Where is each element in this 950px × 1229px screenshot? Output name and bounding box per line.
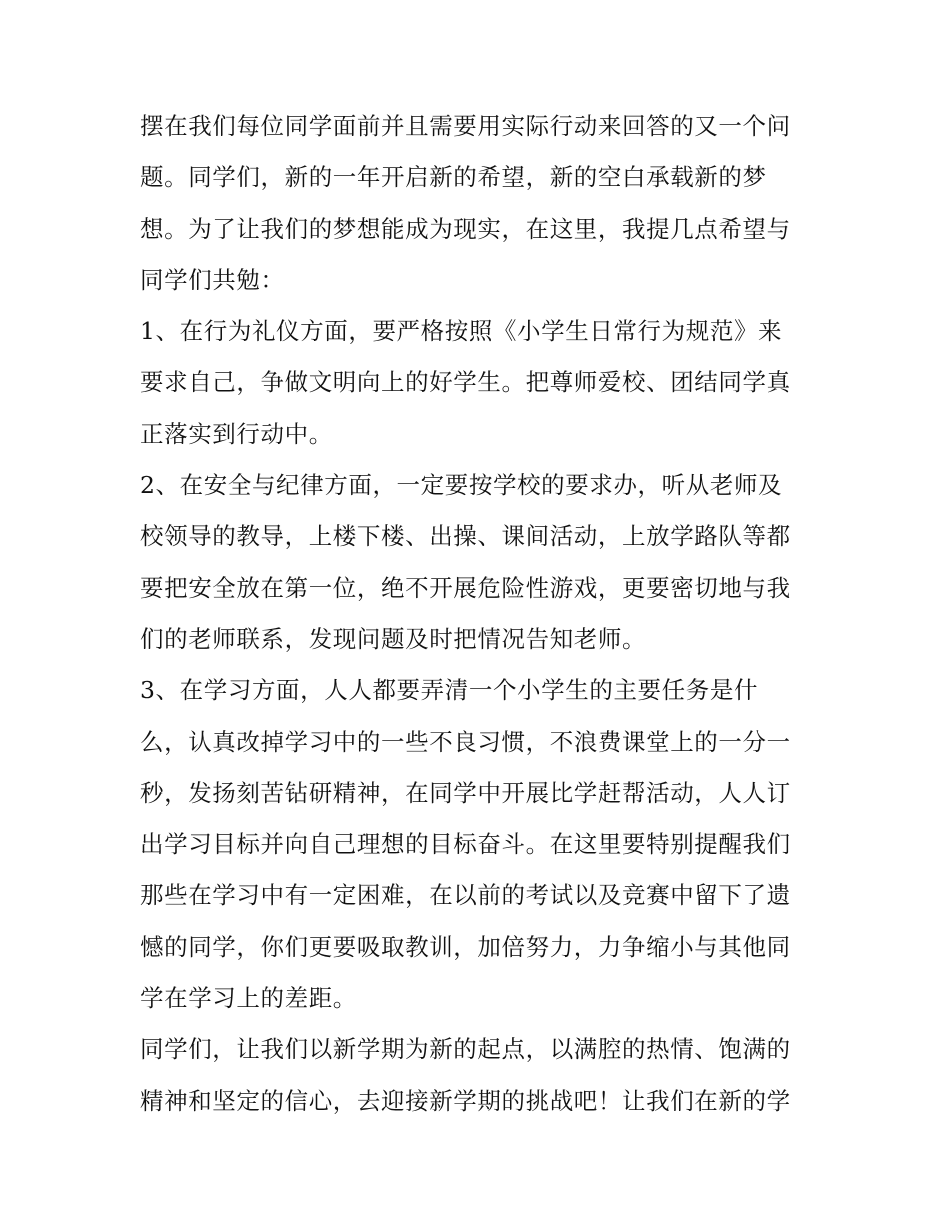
- text-line: 秒，发扬刻苦钻研精神，在同学中开展比学赶帮活动，人人订: [140, 778, 791, 807]
- text-line: 学在学习上的差距。: [140, 984, 357, 1013]
- text-line: 精神和坚定的信心，去迎接新学期的挑战吧！让我们在新的学: [140, 1086, 791, 1115]
- text-line: 摆在我们每位同学面前并且需要用实际行动来回答的又一个问: [140, 112, 791, 140]
- text-line: 们的老师联系，发现问题及时把情况告知老师。: [140, 624, 647, 653]
- text-line: 3、在学习方面，人人都要弄清一个小学生的主要任务是什: [140, 676, 759, 705]
- text-line: 1、在行为礼仪方面，要严格按照《小学生日常行为规范》来: [140, 317, 783, 346]
- document-body: [140, 101, 815, 1127]
- text-line: 想。为了让我们的梦想能成为现实，在这里，我提几点希望与: [140, 214, 791, 243]
- text-line: 校领导的教导，上楼下楼、出操、课间活动，上放学路队等都: [140, 522, 791, 551]
- text-line: 2、在安全与纪律方面，一定要按学校的要求办，听从老师及: [140, 471, 783, 500]
- text-line: 么，认真改掉学习中的一些不良习惯，不浪费课堂上的一分一: [140, 727, 791, 756]
- text-line: 那些在学习中有一定困难，在以前的考试以及竞赛中留下了遗: [140, 881, 791, 910]
- text-line: 正落实到行动中。: [140, 419, 333, 448]
- text-line: 同学们共勉：: [140, 265, 285, 294]
- text-line: 同学们，让我们以新学期为新的起点，以满腔的热情、饱满的: [140, 1035, 791, 1064]
- text-line: 要求自己，争做文明向上的好学生。把尊师爱校、团结同学真: [140, 368, 791, 397]
- text-line: 要把安全放在第一位，绝不开展危险性游戏，更要密切地与我: [140, 573, 791, 602]
- text-line: 憾的同学，你们更要吸取教训，加倍努力，力争缩小与其他同: [140, 932, 791, 961]
- text-line: 题。同学们，新的一年开启新的希望，新的空白承载新的梦: [140, 163, 767, 192]
- text-line: 出学习目标并向自己理想的目标奋斗。在这里要特别提醒我们: [140, 830, 791, 859]
